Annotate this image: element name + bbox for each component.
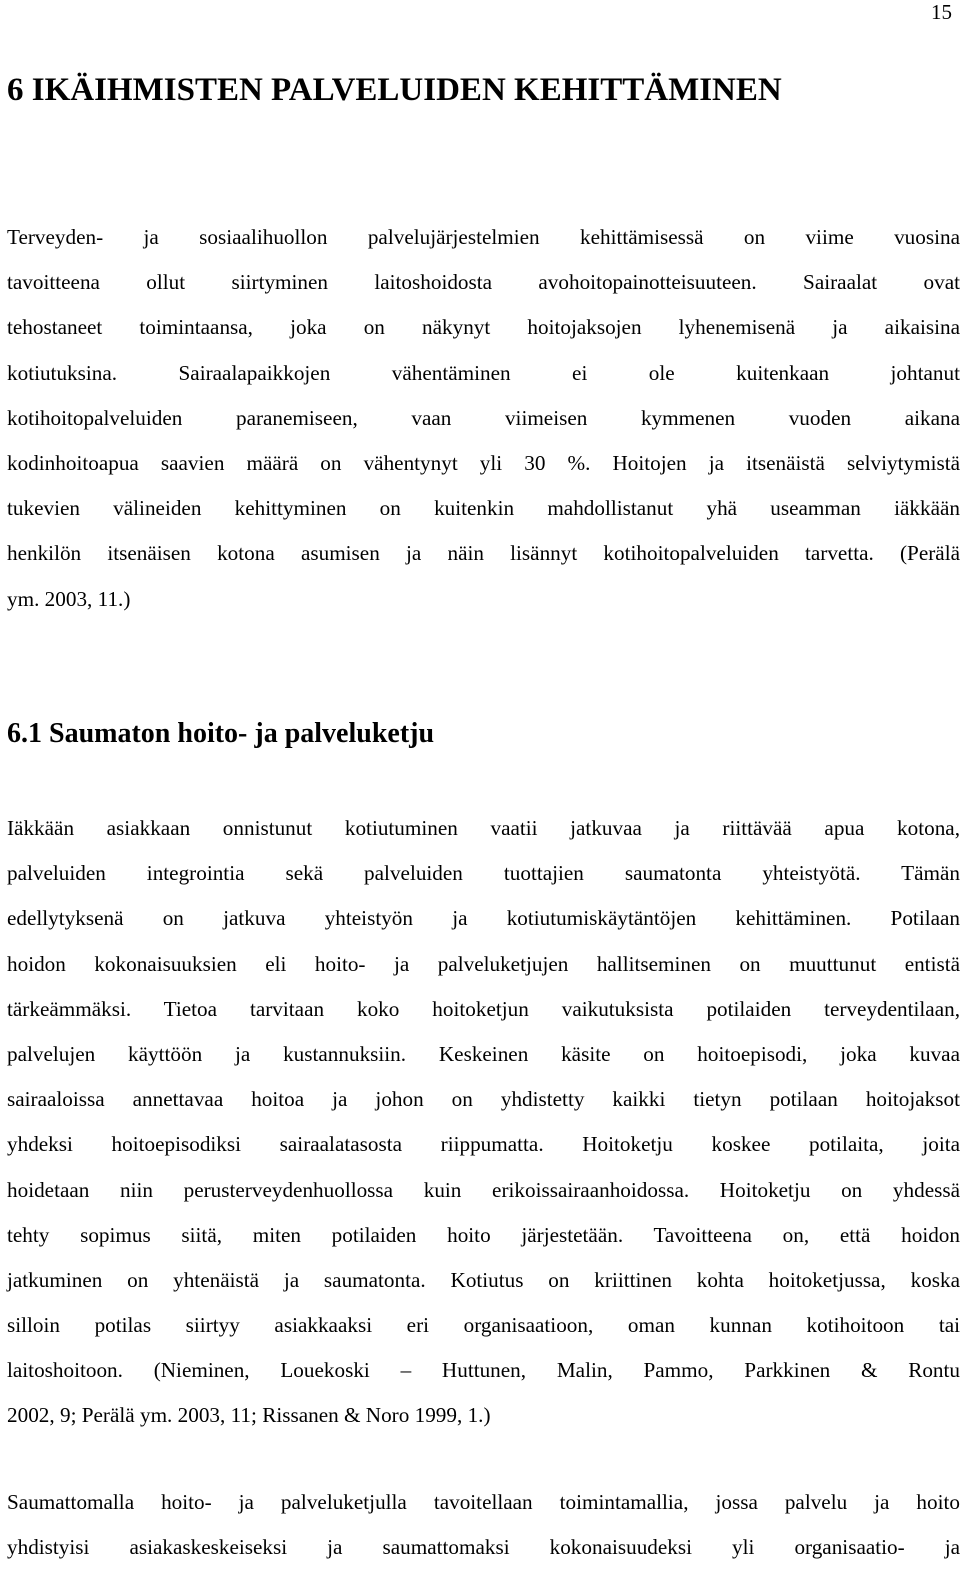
text-line: edellytyksenä on jatkuva yhteistyön ja kotiutumiskäytäntöjen kehittäminen. Potilaan [7,906,960,931]
text-line: hoidetaan niin perusterveydenhuollossa kuin erikoissairaanhoidossa. Hoitoketju on yhdessä [7,1177,960,1202]
text-line: hoidon kokonaisuuksien eli hoito- ja palveluketjujen hallitseminen on muuttunut entistä [7,951,960,976]
text-line: Terveyden- ja sosiaalihuollon palvelujärjestelmien kehittämisessä on viime vuosina [7,225,960,249]
section-paragraph-1 [7,806,960,1439]
text-line: tehty sopimus siitä, miten potilaiden hoito järjestetään. Tavoitteena on, että hoidon [7,1222,960,1247]
text-line: tukevien välineiden kehittyminen on kuitenkin mahdollistanut yhä useamman iäkkään [7,496,960,521]
chapter-intro-paragraph [7,215,960,622]
section-paragraph-2 [7,1480,960,1570]
text-line: sairaaloissa annettavaa hoitoa ja johon on yhdistetty kaikki tietyn potilaan hoitojaksot [7,1087,960,1112]
text-line: tehostaneet toimintaansa, joka on näkynyt hoitojaksojen lyhenemisenä ja aikaisina [7,315,960,340]
text-line: palveluiden integrointia sekä palveluiden tuottajien saumatonta yhteistyötä. Tämän [7,861,960,886]
text-line: tavoitteena ollut siirtyminen laitoshoidosta avohoitopainotteisuuteen. Sairaalat ovat [7,270,960,295]
text-line: ym. 2003, 11.) [7,586,131,611]
text-line: jatkuminen on yhtenäistä ja saumatonta. Kotiutus on kriittinen kohta hoitoketjussa, koska [7,1267,960,1292]
chapter-heading: 6 IKÄIHMISTEN PALVELUIDEN KEHITTÄMINEN [7,72,782,108]
page-number: 15 [931,0,952,24]
text-line: palvelujen käyttöön ja kustannuksiin. Keskeinen käsite on hoitoepisodi, joka kuvaa [7,1041,960,1066]
text-line: tärkeämmäksi. Tietoa tarvitaan koko hoitoketjun vaikutuksista potilaiden terveydentilaan, [7,996,960,1021]
text-line: Iäkkään asiakkaan onnistunut kotiutuminen vaatii jatkuvaa ja riittävää apua kotona, [7,816,960,840]
text-line: kotiutuksina. Sairaalapaikkojen vähentäminen ei ole kuitenkaan johtanut [7,360,960,385]
text-line: kotihoitopalveluiden paranemiseen, vaan viimeisen kymmenen vuoden aikana [7,405,960,430]
text-line: yhdeksi hoitoepisodiksi sairaalatasosta riippumatta. Hoitoketju koskee potilaita, joita [7,1132,960,1157]
section-heading: 6.1 Saumaton hoito- ja palveluketju [7,718,435,749]
text-line: henkilön itsenäisen kotona asumisen ja näin lisännyt kotihoitopalveluiden tarvetta. (Perälä [7,541,960,566]
text-line: kodinhoitoapua saavien määrä on vähentynyt yli 30 %. Hoitojen ja itsenäistä selviytymistä [7,450,960,475]
text-line: 2002, 9; Perälä ym. 2003, 11; Rissanen & Noro 1999, 1.) [7,1403,491,1428]
text-line: yhdistyisi asiakaskeskeiseksi ja saumattomaksi kokonaisuudeksi yli organisaatio- ja [7,1535,960,1560]
text-line: Saumattomalla hoito- ja palveluketjulla tavoitellaan toimintamallia, jossa palvelu ja hoito [7,1490,960,1514]
text-line: laitoshoitoon. (Nieminen, Louekoski – Huttunen, Malin, Pammo, Parkkinen & Rontu [7,1358,960,1383]
text-line: silloin potilas siirtyy asiakkaaksi eri organisaatioon, oman kunnan kotihoitoon tai [7,1313,960,1338]
